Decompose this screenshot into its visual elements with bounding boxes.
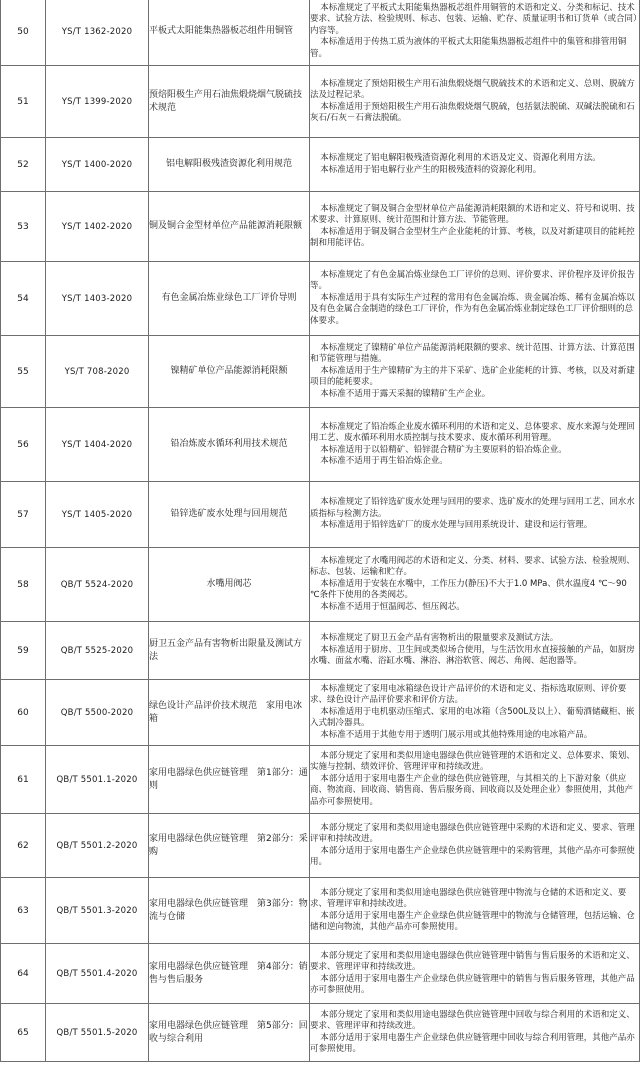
standard-scope	[310, 944, 640, 1004]
standard-scope	[310, 1004, 640, 1062]
standard-code: YS/T 1399-2020	[46, 66, 149, 138]
standard-name: 预焙阳极生产用石油焦煅烧烟气脱硫技术规范	[149, 66, 310, 138]
scope-paragraph: 本标准适用于安装在水嘴中，工作压力(静压)不大于1.0 MPa、供水温度4 ℃～90 ℃条件下使用的各类阀芯。	[310, 578, 627, 601]
standard-code: YS/T 1404-2020	[46, 408, 149, 482]
table-row	[1, 336, 640, 408]
standards-table-body	[1, 0, 640, 1062]
standard-scope	[310, 138, 640, 192]
scope-paragraph: 本标准不适用于露天采掘的镍精矿生产企业。	[320, 388, 491, 399]
scope-paragraph: 本标准规定了水嘴用阀芯的术语和定义、分类、材料、要求、试验方法、检验规则、标志、包装、运输和贮存。	[310, 555, 635, 578]
standard-code: YS/T 1402-2020	[46, 192, 149, 262]
scope-paragraph: 本部分适用于家用电器生产企业的绿色供应链管理，与其相关的上下游对象（供应商、物流商、回收商、销售商、售后服务商、回收商以及处理企业）参照使用，其他产品亦可参照使用。	[310, 773, 634, 807]
standard-name: 家用电器绿色供应链管理 第2部分：采购	[149, 814, 310, 878]
standard-name: 家用电器绿色供应链管理 第5部分：回收与综合利用	[149, 1004, 310, 1062]
table-row	[1, 0, 640, 66]
scope-paragraph: 本部分适用于家用电器生产企业绿色供应链管理中的采购管理，其他产品亦可参照使用。	[310, 845, 635, 867]
scope-paragraph: 本标准适用于预焙阳极生产用石油焦煅烧烟气脱硫，包括氨法脱硫、双碱法脱硫和石灰石/石灰－石膏法脱硫。	[310, 101, 635, 123]
table-row	[1, 622, 640, 680]
row-number: 50	[1, 0, 46, 66]
scope-paragraph: 本标准规定了预焙阳极生产用石油焦煅烧烟气脱硫技术的术语和定义、总则、脱硫方法及过程记录。	[310, 78, 635, 100]
scope-paragraph: 本部分适用于家用电器生产企业绿色供应链管理中的物流与仓储管理，包括运输、仓储和逆向物流，其他产品亦可参照使用。	[310, 910, 635, 932]
scope-paragraph: 本部分规定了家用和类似用途电器绿色供应链管理的术语和定义、总体要求、策划、实施与控制、绩效评价、管理评审和持续改进。	[310, 750, 635, 773]
scope-paragraph: 本标准适用于铜及铜合金型材生产企业能耗的计算、考核，以及对新建项目的能耗控制和用能评估。	[310, 226, 635, 248]
scope-paragraph: 本部分规定了家用和类似用途电器绿色供应链管理中回收与综合利用的术语和定义、要求、管理评审和持续改进。	[310, 1009, 635, 1031]
row-number: 57	[1, 482, 46, 548]
table-row	[1, 66, 640, 138]
scope-paragraph: 本标准规定了铅锌选矿废水处理与回用的要求、选矿废水的处理与回用工艺、回水水质指标与检测方法。	[310, 497, 635, 519]
table-row	[1, 408, 640, 482]
row-number: 64	[1, 944, 46, 1004]
row-number: 61	[1, 746, 46, 814]
scope-paragraph: 本标准规定了铜及铜合金型材单位产品能源消耗限额的术语和定义、符号和说明、技术要求、计算原则、统计范围和计算方法、节能管理。	[310, 203, 635, 225]
standard-scope	[310, 548, 640, 622]
standard-scope	[310, 262, 640, 336]
standard-code: QB/T 5501.2-2020	[46, 814, 149, 878]
table-row	[1, 746, 640, 814]
scope-paragraph: 本标准适用于电机驱动压缩式、家用的电冰箱（含500L及以上）、葡萄酒储藏柜、嵌入式制冷器具。	[310, 706, 635, 729]
standard-name: 绿色设计产品评价技术规范 家用电冰箱	[149, 680, 310, 746]
scope-paragraph: 本标准适用于以铅精矿、铅锌混合精矿为主要原料的铅冶炼企业。	[320, 444, 567, 455]
scope-paragraph: 本部分适用于家用电器生产企业绿色供应链管理中的销售与售后服务管理，其他产品亦可参照使用。	[310, 973, 635, 995]
scope-paragraph: 本标准不适用于其他专用于透明门展示用或其他特殊用途的电冰箱产品。	[320, 729, 593, 740]
scope-paragraph: 本标准规定了厨卫五金产品有害物析出的限量要求及测试方法。	[320, 633, 559, 644]
scope-paragraph: 本部分适用于家用电器生产企业绿色供应链管理中回收与综合利用管理，其他产品亦可参照使用。	[310, 1032, 635, 1054]
standard-name: 平板式太阳能集热器板芯组件用铜管	[149, 0, 310, 66]
row-number: 54	[1, 262, 46, 336]
standard-name: 铅冶炼废水循环利用技术规范	[149, 408, 310, 482]
table-row	[1, 138, 640, 192]
standard-code: YS/T 1403-2020	[46, 262, 149, 336]
table-row	[1, 680, 640, 746]
scope-paragraph: 本标准适用于铅锌选矿厂的废水处理与回用系统设计、建设和运行管理。	[320, 520, 593, 531]
row-number: 59	[1, 622, 46, 680]
row-number: 56	[1, 408, 46, 482]
scope-paragraph: 本标准规定了有色金属冶炼业绿色工厂评价的总则、评价要求、评价程序及评价报告等。	[310, 269, 635, 292]
standard-code: YS/T 708-2020	[46, 336, 149, 408]
standard-code: YS/T 1405-2020	[46, 482, 149, 548]
standard-name: 家用电器绿色供应链管理 第4部分：销售与售后服务	[149, 944, 310, 1004]
row-number: 63	[1, 878, 46, 944]
scope-paragraph: 本部分规定了家用和类似用途电器绿色供应链管理中采购的术语和定义、要求、管理评审和持续改进。	[310, 822, 635, 844]
standard-code: YS/T 1400-2020	[46, 138, 149, 192]
standard-name: 厨卫五金产品有害物析出限量及测试方法	[149, 622, 310, 680]
row-number: 62	[1, 814, 46, 878]
standard-name: 家用电器绿色供应链管理 第1部分：通则	[149, 746, 310, 814]
standard-scope	[310, 680, 640, 746]
scope-paragraph: 本标准规定了铝电解阳极残渣资源化利用的术语及定义、资源化利用方法。	[320, 153, 601, 163]
standard-code: QB/T 5501.5-2020	[46, 1004, 149, 1062]
table-row	[1, 1004, 640, 1062]
table-row	[1, 482, 640, 548]
table-row	[1, 814, 640, 878]
standard-code: QB/T 5525-2020	[46, 622, 149, 680]
standard-scope	[310, 192, 640, 262]
scope-paragraph: 本标准适用于生产镍精矿为主的井下采矿、选矿企业能耗的计算、考核，以及对新建项目的能耗要求。	[310, 365, 635, 388]
table-row	[1, 944, 640, 1004]
scope-paragraph: 本标准规定了铅冶炼企业废水循环利用的术语和定义、总体要求、废水来源与处理回用工艺、废水循环利用水质控制与技术要求、废水循环利用管理。	[310, 421, 635, 443]
standard-name: 镍精矿单位产品能源消耗限额	[149, 336, 310, 408]
standard-code: QB/T 5524-2020	[46, 548, 149, 622]
standard-scope	[310, 66, 640, 138]
row-number: 51	[1, 66, 46, 138]
scope-paragraph: 本标准不适用于恒温阀芯、恒压阀芯。	[320, 601, 465, 612]
standard-scope	[310, 814, 640, 878]
standard-code: QB/T 5501.4-2020	[46, 944, 149, 1004]
standard-scope	[310, 408, 640, 482]
standard-name: 家用电器绿色供应链管理 第3部分：物流与仓储	[149, 878, 310, 944]
standard-code: YS/T 1362-2020	[46, 0, 149, 66]
standard-code: QB/T 5501.3-2020	[46, 878, 149, 944]
table-row	[1, 262, 640, 336]
standard-scope	[310, 622, 640, 680]
table-row	[1, 548, 640, 622]
standard-name: 水嘴用阀芯	[149, 548, 310, 622]
table-row	[1, 192, 640, 262]
row-number: 58	[1, 548, 46, 622]
row-number: 53	[1, 192, 46, 262]
standard-scope	[310, 0, 640, 66]
scope-paragraph: 本标准不适用于再生铅冶炼企业。	[320, 456, 448, 466]
standard-scope	[310, 746, 640, 814]
table-row	[1, 878, 640, 944]
standard-name: 铅锌选矿废水处理与回用规范	[149, 482, 310, 548]
scope-paragraph: 本标准适用于铝电解行业产生的阳极残渣料的资源化利用。	[320, 164, 542, 175]
standard-name: 有色金属冶炼业绿色工厂评价导则	[149, 262, 310, 336]
scope-paragraph: 本标准适用于厨房、卫生间或类似场合使用，与生活饮用水直接接触的产品，如厨房水嘴、面盆水嘴、浴缸水嘴、淋浴、淋浴软管、阀芯、角阀、起泡器等。	[310, 644, 635, 667]
scope-paragraph: 本部分规定了家用和类似用途电器绿色供应链管理中物流与仓储的术语和定义、要求、管理评审和持续改进。	[310, 887, 627, 909]
scope-paragraph: 本标准规定了镍精矿单位产品能源消耗限额的要求、统计范围、计算方法、计算范围和节能管理与措施。	[310, 342, 635, 365]
row-number: 55	[1, 336, 46, 408]
standard-code: QB/T 5501.1-2020	[46, 746, 149, 814]
standard-scope	[310, 336, 640, 408]
scope-paragraph: 本标准规定了平板式太阳能集热器板芯组件用铜管的术语和定义、分类和标记、技术要求、试验方法、检验规则、标志、包装、运输、贮存、质量证明书和订货单（或合同）内容等。	[310, 2, 638, 36]
standard-name: 铜及铜合金型材单位产品能源消耗限额	[149, 192, 310, 262]
standard-code: QB/T 5500-2020	[46, 680, 149, 746]
standard-scope	[310, 482, 640, 548]
standard-scope	[310, 878, 640, 944]
scope-paragraph: 本标准适用于传热工质为液体的平板式太阳能集热器板芯组件中的集管和排管用铜管。	[310, 37, 627, 59]
standard-name: 铝电解阳极残渣资源化利用规范	[149, 138, 310, 192]
scope-paragraph: 本标准规定了家用电冰箱绿色设计产品评价的术语和定义、指标选取原则、评价要求、绿色设计产品评价要求和评价方法。	[310, 683, 627, 706]
row-number: 52	[1, 138, 46, 192]
row-number: 60	[1, 680, 46, 746]
row-number: 65	[1, 1004, 46, 1062]
scope-paragraph: 本标准适用于具有实际生产过程的常用有色金属冶炼、贵金属冶炼、稀有金属冶炼以及有色金属合金制造的绿色工厂评价，作为有色金属冶炼业制定绿色工厂评价细则的总体要求。	[310, 292, 635, 326]
scope-paragraph: 本部分规定了家用和类似用途电器绿色供应链管理中销售与售后服务的术语和定义、要求、管理评审和持续改进。	[310, 950, 635, 972]
